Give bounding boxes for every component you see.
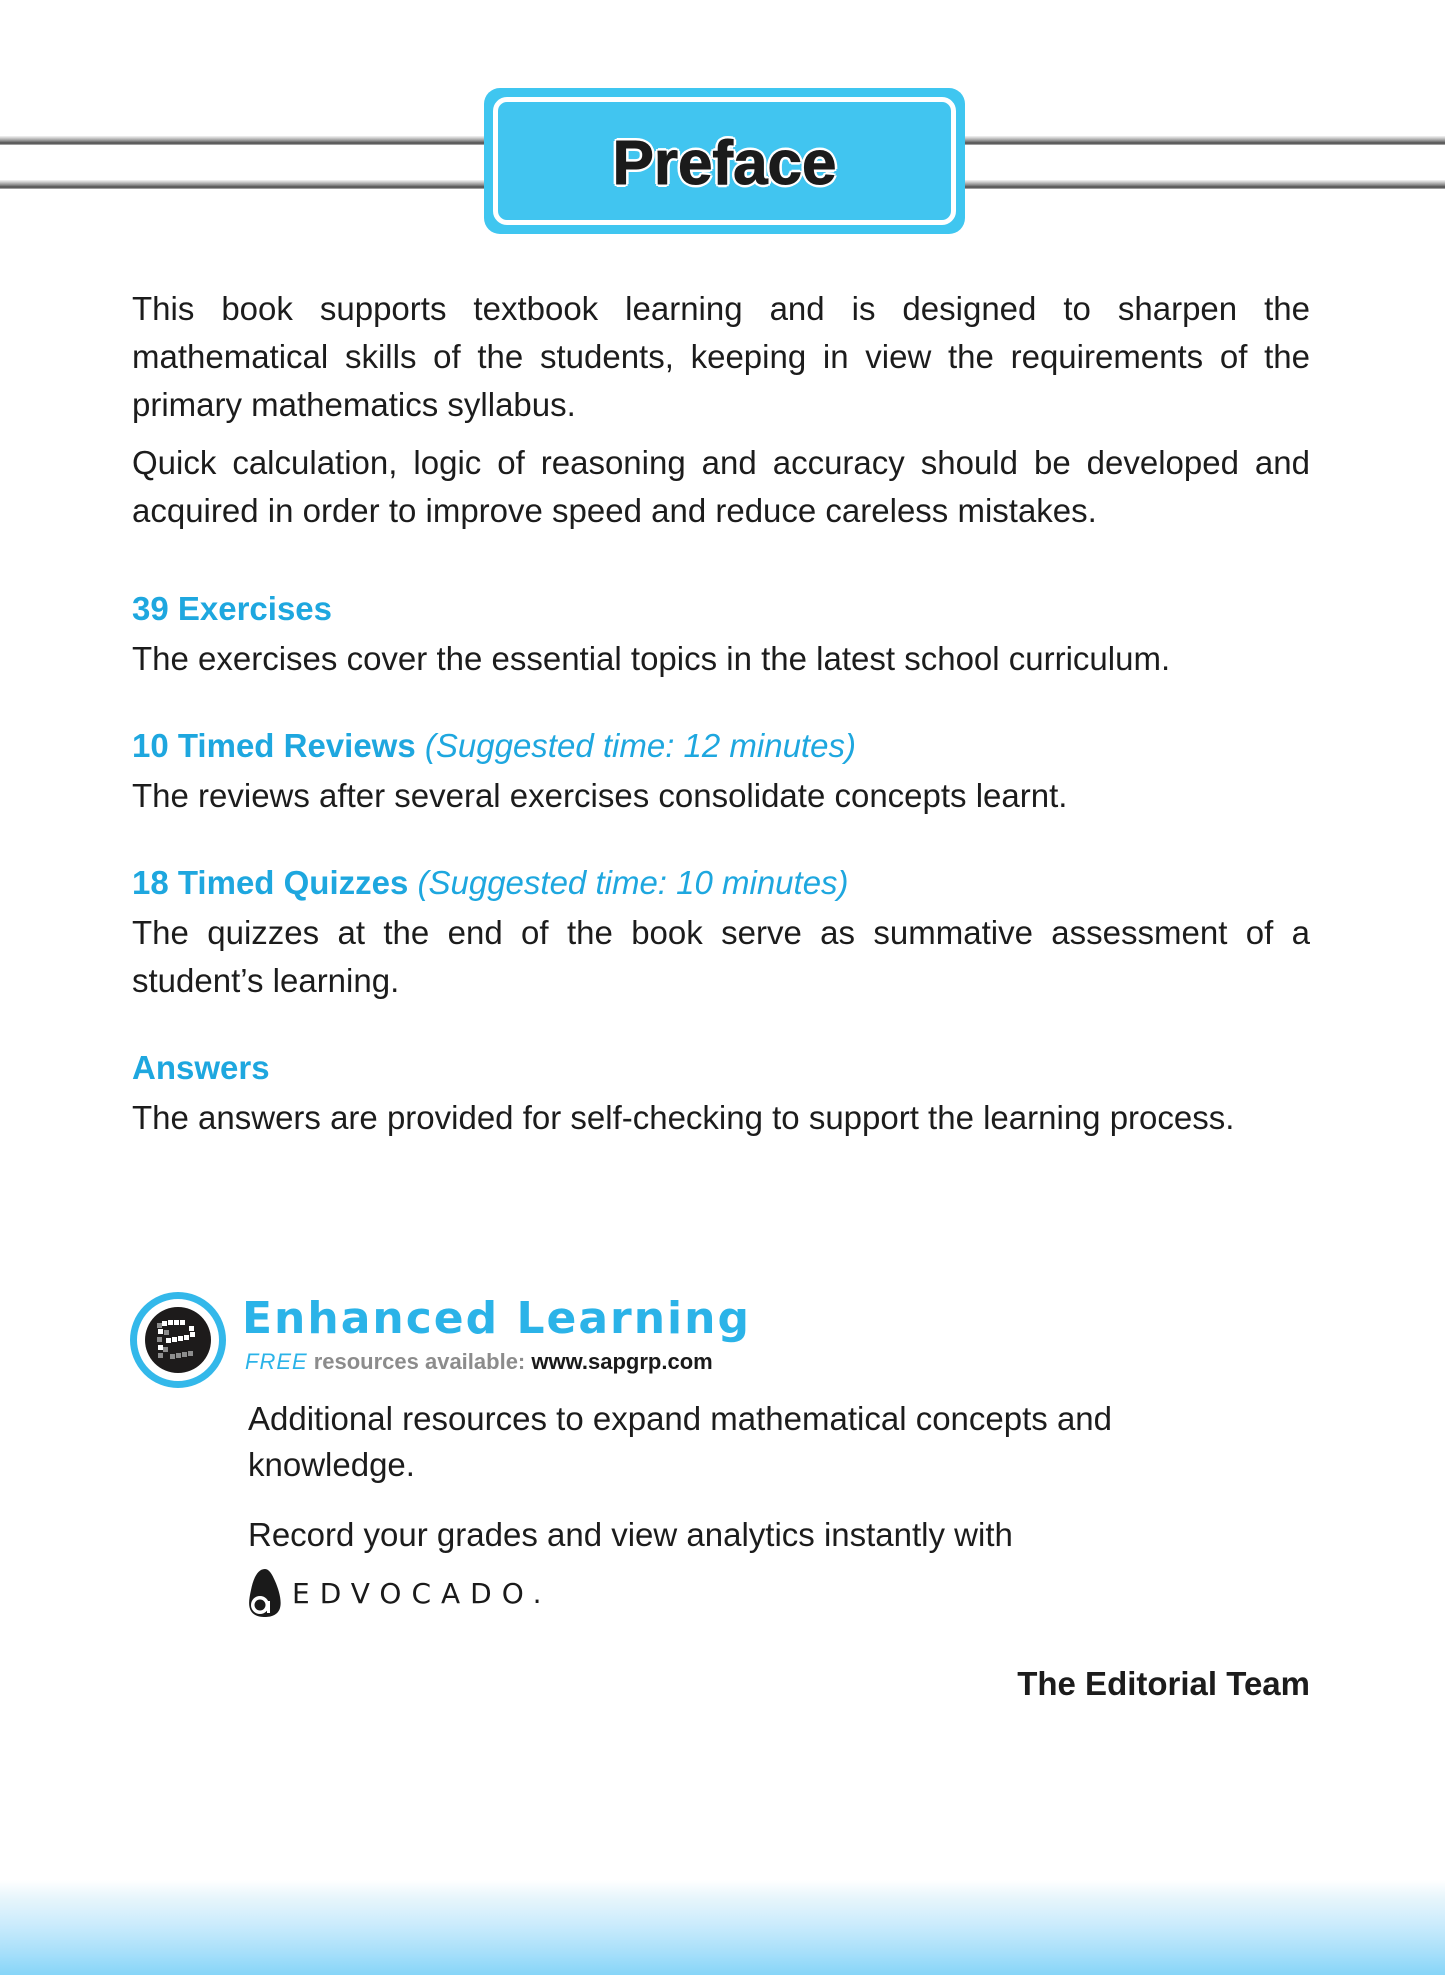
section-heading-label: Answers <box>132 1049 270 1086</box>
section-heading-label: 18 Timed Quizzes <box>132 864 409 901</box>
page-title: Preface <box>612 128 837 198</box>
bottom-gradient-band <box>0 1880 1445 1975</box>
enhanced-learning-description <box>248 1396 1248 1624</box>
section-heading <box>132 587 1310 631</box>
edvocado-avocado-icon <box>248 1568 282 1618</box>
section-timed-reviews <box>132 724 1310 820</box>
free-label: FREE <box>245 1349 308 1374</box>
suggested-time-note: (Suggested time: 10 minutes) <box>417 864 849 901</box>
record-grades-text: Record your grades and view analytics instantly with <box>248 1516 1013 1553</box>
preface-content <box>132 285 1310 1142</box>
section-timed-quizzes <box>132 861 1310 1005</box>
section-heading <box>132 861 1310 905</box>
section-exercises <box>132 587 1310 683</box>
section-body: The exercises cover the essential topics in the latest school curriculum. <box>132 640 1171 677</box>
title-banner-inner <box>493 97 956 225</box>
section-heading-label: 10 Timed Reviews <box>132 727 416 764</box>
section-body: The reviews after several exercises consolidate concepts learnt. <box>132 777 1068 814</box>
pixel-grid-icon <box>153 1317 203 1363</box>
editorial-signature: The Editorial Team <box>1017 1665 1310 1702</box>
edvocado-wordmark: EDVOCADO. <box>292 1576 552 1610</box>
section-body: The answers are provided for self-checking to support the learning process. <box>132 1099 1235 1136</box>
additional-resources-text: Additional resources to expand mathematical concepts and knowledge. <box>248 1400 1113 1483</box>
enhanced-learning-title: Enhanced Learning <box>242 1293 751 1344</box>
intro-paragraph-1: This book supports textbook learning and is designed to sharpen the mathematical skills of the students, keeping in view the requirements of the primary mathematics syllabus. <box>132 290 1310 423</box>
section-heading <box>132 724 1310 768</box>
section-heading <box>132 1046 1310 1090</box>
free-resources-line <box>245 1348 713 1376</box>
edvocado-logo <box>248 1562 1248 1624</box>
section-heading-label: 39 Exercises <box>132 590 333 627</box>
section-answers <box>132 1046 1310 1142</box>
intro-paragraph-2: Quick calculation, logic of reasoning and accuracy should be developed and acquired in order to improve speed and reduce careless mistakes. <box>132 444 1310 529</box>
title-banner <box>484 88 965 234</box>
enhanced-learning-logo-icon <box>130 1292 226 1388</box>
section-body: The quizzes at the end of the book serve as summative assessment of a student’s learning. <box>132 914 1310 999</box>
suggested-time-note: (Suggested time: 12 minutes) <box>424 727 856 764</box>
resources-url-link[interactable]: www.sapgrp.com <box>531 1349 713 1374</box>
resources-label: resources available: <box>313 1349 526 1374</box>
